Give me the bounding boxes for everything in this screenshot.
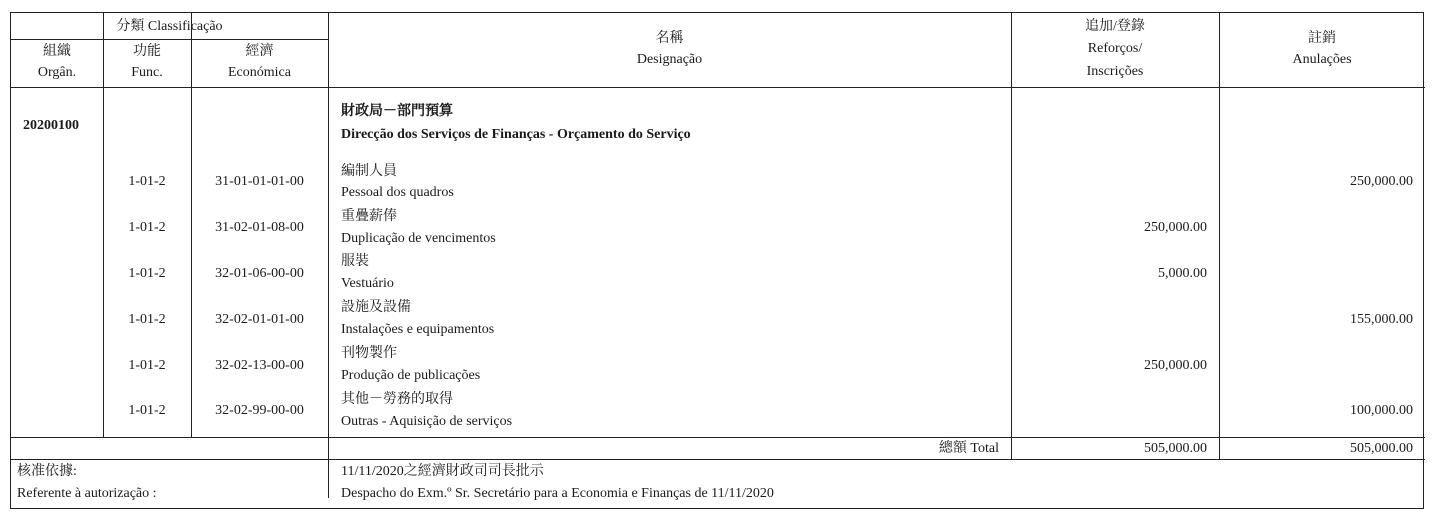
func-code: 1-01-2 <box>128 312 166 327</box>
func-code: 1-01-2 <box>128 174 166 189</box>
reinforce-header-zh: 追加/登錄 <box>1085 19 1145 34</box>
func-code: 1-01-2 <box>128 403 166 418</box>
total-label: 總額 Total <box>938 441 999 456</box>
item-name-pt: Outras - Aquisição de serviços <box>341 414 513 429</box>
item-name-pt: Vestuário <box>341 276 394 291</box>
classification-header: 分類 Classificação <box>116 19 223 34</box>
item-name-zh: 重疊薪俸 <box>341 209 397 224</box>
item-name-zh: 設施及設備 <box>341 300 411 315</box>
budget-title-pt: Direcção dos Serviços de Finanças - Orçamento do Serviço <box>341 127 691 142</box>
cancel-amount: 250,000.00 <box>1350 174 1413 189</box>
authorization-text-zh: 11/11/2020之經濟財政司司長批示 <box>341 464 544 479</box>
item-name-pt: Instalações e equipamentos <box>341 322 495 337</box>
cancel-amount: 155,000.00 <box>1350 312 1413 327</box>
total-divider <box>11 437 1425 438</box>
organ-header-zh: 組織 <box>43 44 71 59</box>
item-name-zh: 其他－勞務的取得 <box>341 392 453 407</box>
econ-code: 32-01-06-00-00 <box>215 266 304 281</box>
organ-code: 20200100 <box>23 118 79 133</box>
reinforce-amount: 250,000.00 <box>1144 220 1207 235</box>
budget-table <box>10 12 1424 509</box>
func-code: 1-01-2 <box>128 358 166 373</box>
econ-code: 32-02-13-00-00 <box>215 358 304 373</box>
row-divider <box>11 39 328 40</box>
func-code: 1-01-2 <box>128 266 166 281</box>
col-divider <box>1219 13 1220 459</box>
header-divider <box>11 87 1425 88</box>
col-divider <box>328 13 329 498</box>
cancel-amount: 100,000.00 <box>1350 403 1413 418</box>
func-header-zh: 功能 <box>133 44 161 59</box>
reinforce-amount: 250,000.00 <box>1144 358 1207 373</box>
func-header-pt: Func. <box>131 65 163 80</box>
econ-code: 31-01-01-01-00 <box>215 174 304 189</box>
item-name-zh: 編制人員 <box>341 164 397 179</box>
organ-header-pt: Orgân. <box>37 65 77 80</box>
designation-header-zh: 名稱 <box>655 31 684 46</box>
econ-code: 32-02-99-00-00 <box>215 403 304 418</box>
item-name-zh: 刊物製作 <box>341 346 397 361</box>
reinforce-header-pt2: Inscrições <box>1086 64 1144 79</box>
item-name-pt: Duplicação de vencimentos <box>341 231 496 246</box>
authorization-label-pt: Referente à autorização : <box>17 486 157 501</box>
authorization-label-zh: 核准依據: <box>17 464 77 479</box>
designation-header-pt: Designação <box>636 52 703 67</box>
cancel-header-zh: 註銷 <box>1308 31 1336 46</box>
total-reinforce: 505,000.00 <box>1144 441 1207 456</box>
item-name-zh: 服裝 <box>341 254 369 269</box>
budget-title-zh: 財政局－部門預算 <box>341 104 453 119</box>
reinforce-header-pt1: Reforços/ <box>1087 41 1143 56</box>
econ-code: 31-02-01-08-00 <box>215 220 304 235</box>
authorization-text-pt: Despacho do Exm.º Sr. Secretário para a Economia e Finanças de 11/11/2020 <box>341 486 774 501</box>
item-name-pt: Produção de publicações <box>341 368 481 383</box>
total-cancel: 505,000.00 <box>1350 441 1413 456</box>
footer-divider <box>11 459 1425 460</box>
cancel-header-pt: Anulações <box>1292 52 1352 67</box>
item-name-pt: Pessoal dos quadros <box>341 185 454 200</box>
econ-header-zh: 經濟 <box>245 44 274 59</box>
econ-header-pt: Económica <box>228 65 291 80</box>
reinforce-amount: 5,000.00 <box>1158 266 1207 281</box>
func-code: 1-01-2 <box>128 220 166 235</box>
econ-code: 32-02-01-01-00 <box>215 312 304 327</box>
